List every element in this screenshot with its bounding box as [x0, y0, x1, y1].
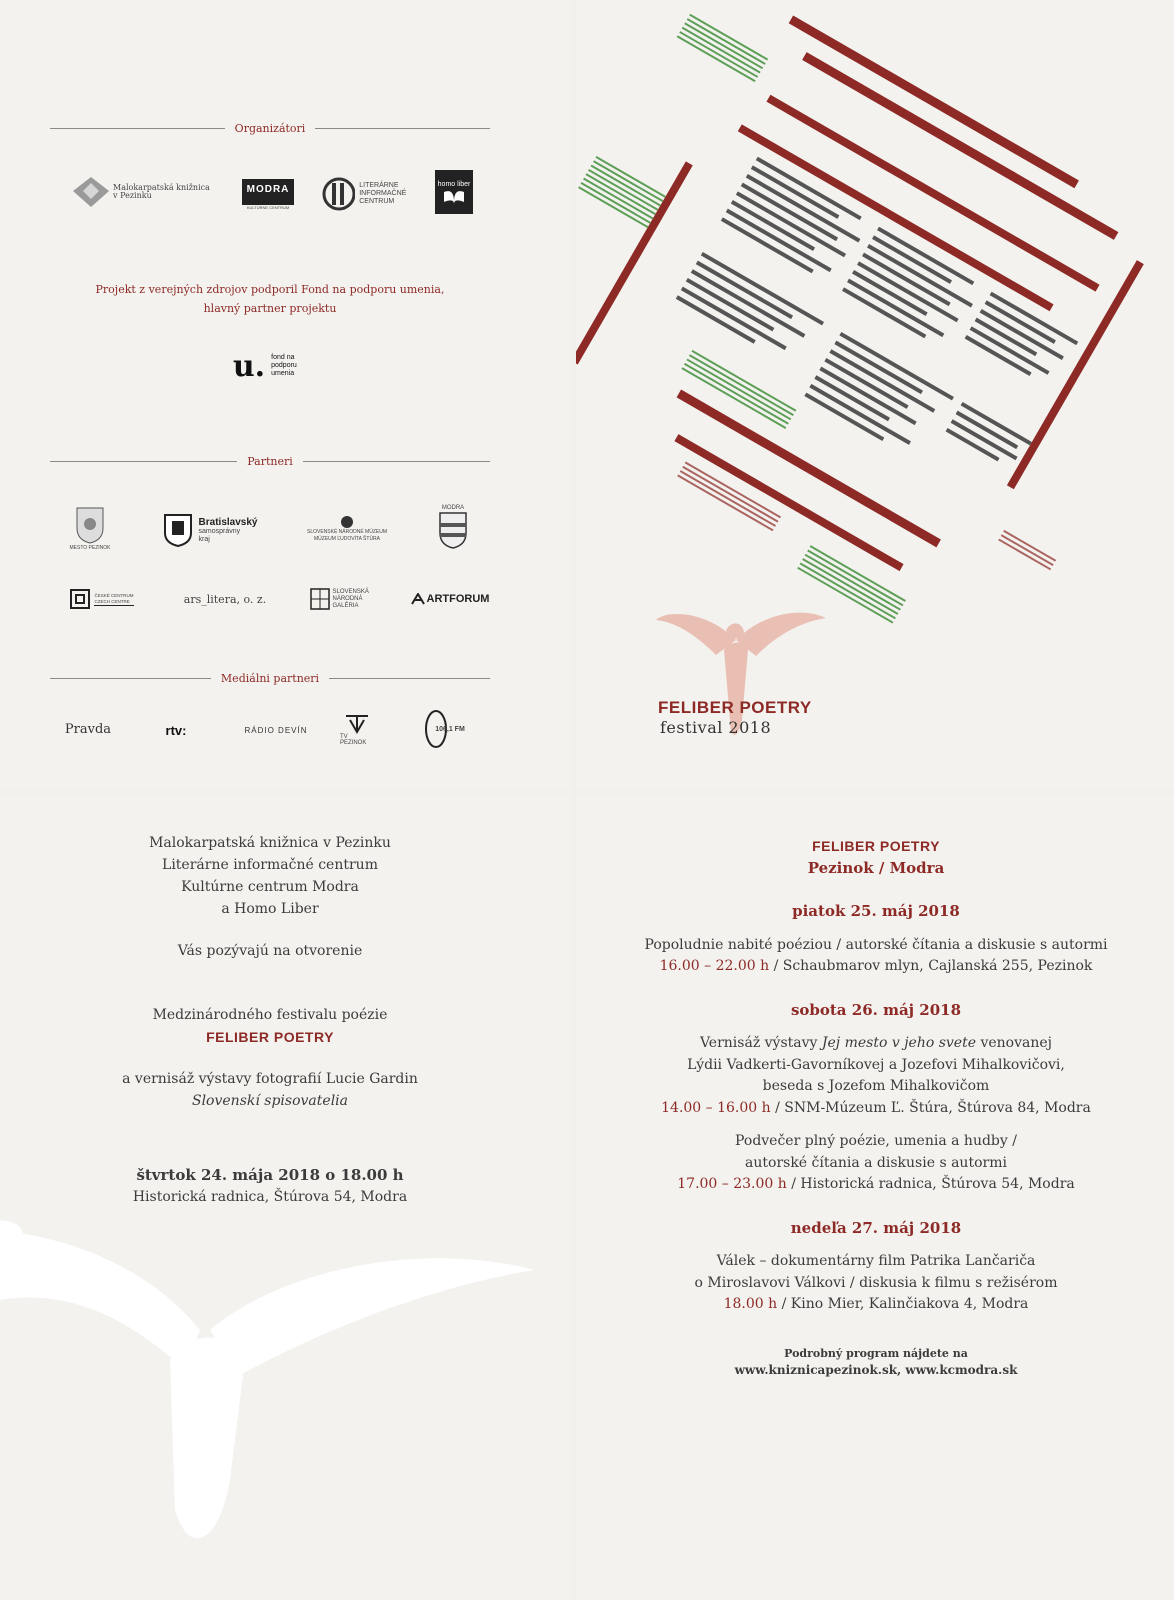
- coat-of-arms-icon: [75, 506, 105, 544]
- program-footer-note: Podrobný program nájdete na: [784, 1346, 968, 1360]
- kc-modra-icon: MODRA: [242, 179, 295, 205]
- fpu-logo: [226, 348, 326, 384]
- festival-line: Medzinárodného festivalu poézie: [152, 1007, 388, 1023]
- event-line: o Miroslavovi Válkovi / diskusia k filmu s režisérom: [694, 1274, 1058, 1291]
- media-heading-row: [50, 672, 490, 685]
- program-day: piatok 25. máj 2018: [792, 902, 960, 920]
- angel-watermark-icon: [0, 1180, 572, 1600]
- partners-heading: Partneri: [247, 455, 293, 468]
- pravda-logo: Pravda: [64, 721, 112, 737]
- invitation-panel: [0, 794, 572, 1600]
- event-place: / Historická radnica, Štúrova 54, Modra: [786, 1176, 1075, 1192]
- event-time-place: [606, 1174, 1146, 1196]
- tv-icon: [344, 714, 370, 734]
- program-event: [606, 1033, 1146, 1119]
- poem-typography-artwork: [576, 0, 1174, 790]
- bsk-logo: Bratislavský samosprávny kraj: [155, 510, 265, 550]
- invite-line: Vás pozývajú na otvorenie: [177, 943, 363, 959]
- library-icon: [69, 173, 113, 211]
- homo-liber-icon: homo liber: [437, 180, 471, 188]
- event-time: 16.00 – 22.00 h: [659, 958, 770, 974]
- program-footer-links: www.kniznicapezinok.sk, www.kcmodra.sk: [734, 1362, 1018, 1377]
- event-line: autorské čítania a diskusie s autormi: [745, 1154, 1007, 1171]
- snm-star-icon: [340, 515, 354, 529]
- program-day: sobota 26. máj 2018: [790, 1000, 962, 1019]
- radio-devin-logo: RÁDIO DEVÍN: [244, 725, 308, 735]
- poem-block: [576, 0, 1174, 679]
- festival-logo-text: [658, 698, 812, 737]
- program-subtitle: Pezinok / Modra: [807, 858, 945, 877]
- exhibition-title: Slovenskí spisovatelia: [191, 1093, 348, 1109]
- sng-logo: SLOVENSKÁ NÁRODNÁ GALÉRIA: [308, 586, 380, 612]
- organizers-heading-row: [50, 122, 490, 135]
- program-event: [606, 1131, 1146, 1196]
- organizers-list: Malokarpatská knižnica v Pezinku Literárne informačné centrum Kultúrne centrum Modra a Homo Liber: [149, 835, 391, 917]
- tv-pezinok-logo: TV PEZINOK: [340, 714, 374, 746]
- media-heading: Mediálni partneri: [220, 672, 320, 685]
- program-event: [606, 1251, 1146, 1316]
- homo-liber-logo: [435, 170, 473, 214]
- opening-datetime: štvrtok 24. mája 2018 o 18.00 h: [136, 1166, 404, 1184]
- pezinok-logo: MESTO PEZINOK: [60, 502, 120, 556]
- support-text: Projekt z verejných zdrojov podporil Fond na podporu umenia, hlavný partner projektu: [95, 283, 445, 315]
- czech-centre-icon: [70, 589, 90, 609]
- program-list: [606, 836, 1146, 1378]
- event-place: / Schaubmarov mlyn, Cajlanská 255, Pezinok: [769, 958, 1093, 974]
- cover-panel: [576, 0, 1174, 790]
- event-time: 18.00 h: [723, 1296, 778, 1312]
- kc-modra-sub: KULTÚRNE CENTRUM: [246, 204, 290, 210]
- artforum-logo: ARTFORUM: [410, 590, 490, 608]
- event-text: Vernisáž výstavy: [699, 1035, 822, 1051]
- event-line: Popoludnie nabité poéziou / autorské čítania a diskusie s autormi: [644, 936, 1108, 953]
- opening-venue: Historická radnica, Štúrova 54, Modra: [132, 1189, 408, 1205]
- lic-icon: [322, 177, 355, 211]
- bsk-shield-icon: [163, 513, 193, 547]
- kc-modra-logo: [240, 172, 296, 216]
- event-line: Lýdii Vadkerti-Gavorníkovej a Jozefovi Mihalkovičovi,: [687, 1056, 1065, 1073]
- sng-icon: [310, 588, 330, 610]
- fpu-letter: u.: [232, 348, 266, 384]
- organizers-heading: Organizátori: [234, 122, 306, 135]
- program-day: nedeľa 27. máj 2018: [790, 1218, 962, 1237]
- exhibition-name: Jej mesto v jeho svete: [821, 1035, 976, 1051]
- event-line: beseda s Jozefom Mihalkovičom: [762, 1078, 990, 1094]
- partners-panel: [0, 0, 572, 790]
- event-time-place: [606, 1294, 1146, 1316]
- event-place: / Kino Mier, Kalinčiakova 4, Modra: [777, 1296, 1029, 1312]
- snm-logo: SLOVENSKÉ NÁRODNÉ MÚZEUM MÚZEUM ĽUDOVÍTA ŠTÚRA: [292, 508, 402, 550]
- event-time: 17.00 – 23.00 h: [677, 1176, 787, 1192]
- partners-heading-row: [50, 455, 490, 468]
- exhibition-line: a vernisáž výstavy fotografií Lucie Gardin: [122, 1071, 418, 1087]
- program-title: FELIBER POETRY: [812, 838, 940, 854]
- program-panel: [576, 794, 1174, 1600]
- event-line: Válek – dokumentárny film Patrika Lančariča: [716, 1253, 1036, 1269]
- czech-centre-logo: ČESKÉ CENTRUM CZECH CENTRE: [54, 587, 150, 611]
- event-line-rich: [606, 1033, 1146, 1055]
- lic-logo-text: LITERÁRNE INFORMAČNÉ CENTRUM: [359, 182, 407, 205]
- radio-fm-logo: 106,1 FM: [418, 708, 470, 750]
- festival-name: FELIBER POETRY: [206, 1029, 334, 1045]
- rtvs-logo: rtv:: [165, 722, 187, 738]
- book-icon: [442, 188, 466, 204]
- program-event: [606, 935, 1146, 978]
- event-line: Podvečer plný poézie, umenia a hudby /: [735, 1133, 1017, 1149]
- library-logo-text: Malokarpatská knižnica v Pezinku: [113, 183, 210, 200]
- modra-shield-icon: [438, 511, 468, 549]
- event-time-place: [606, 1098, 1146, 1120]
- modra-town-logo: MODRA: [436, 502, 470, 552]
- fpu-text: fond na podporu umenia: [271, 354, 297, 377]
- event-text: venovanej: [976, 1035, 1052, 1051]
- library-logo: [66, 172, 216, 212]
- artforum-icon: [411, 593, 425, 605]
- festival-subtitle: festival 2018: [660, 718, 772, 737]
- event-time-place: [606, 956, 1146, 978]
- ars-litera-logo: ars_litera, o. z.: [183, 592, 267, 606]
- event-time: 14.00 – 16.00 h: [661, 1099, 771, 1116]
- lic-logo: [322, 174, 412, 214]
- event-place: / SNM-Múzeum Ľ. Štúra, Štúrova 84, Modra: [770, 1099, 1091, 1116]
- festival-title: FELIBER POETRY: [658, 698, 812, 717]
